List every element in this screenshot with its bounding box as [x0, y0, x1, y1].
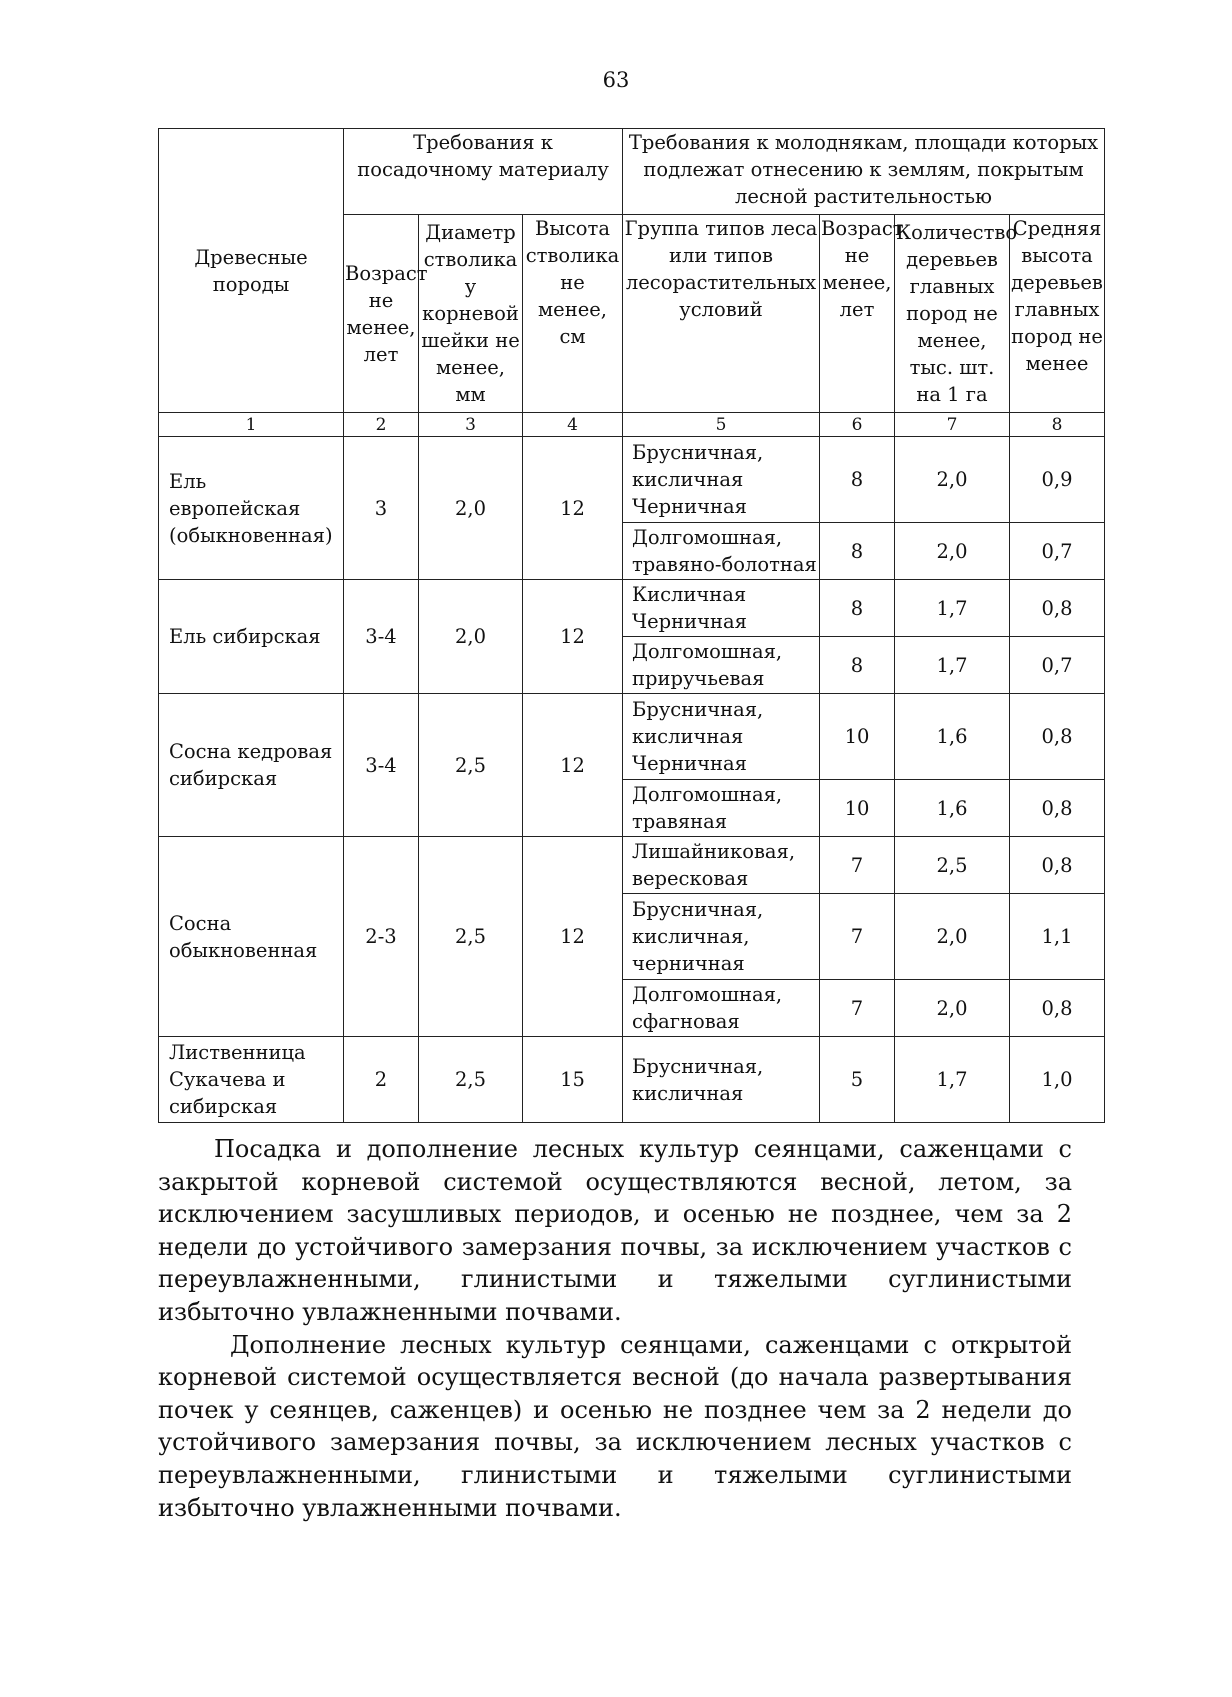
- young-age: 8: [820, 580, 895, 637]
- tree-count: 2,0: [895, 523, 1010, 580]
- young-age: 10: [820, 694, 895, 780]
- tree-count: 1,7: [895, 637, 1010, 694]
- species-name: Ель сибирская: [159, 580, 344, 694]
- header-height: Высота стволика не менее, см: [523, 215, 623, 413]
- table-row: [159, 694, 1105, 780]
- table-row: [159, 837, 1105, 894]
- species-height: 12: [523, 694, 623, 837]
- table-row: [159, 437, 1105, 523]
- species-diameter: 2,5: [419, 837, 523, 1037]
- col-number: 5: [623, 413, 820, 437]
- header-count: Количество деревьев главных пород не менее, тыс. шт. на 1 га: [895, 215, 1010, 413]
- col-number: 1: [159, 413, 344, 437]
- species-diameter: 2,0: [419, 580, 523, 694]
- paragraph: Дополнение лесных культур сеянцами, саженцами с открытой корневой системой осуществляется весной (до начала развертывания почек у сеянцев, саженцев) и осенью не позднее чем за 2 недели до устойчивого замерзания почвы, за исключением лесных участков с переувлажненными, глинистыми и тяжелыми суглинистыми избыточно увлажненными почвами.: [158, 1330, 1072, 1522]
- avg-height: 1,0: [1010, 1037, 1105, 1123]
- species-name: Сосна обыкновенная: [159, 837, 344, 1037]
- species-diameter: 2,0: [419, 437, 523, 580]
- species-height: 12: [523, 580, 623, 694]
- col-number: 4: [523, 413, 623, 437]
- species-diameter: 2,5: [419, 1037, 523, 1123]
- avg-height: 0,7: [1010, 523, 1105, 580]
- page-number: 63: [602, 68, 630, 92]
- tree-count: 1,6: [895, 694, 1010, 780]
- species-age: 3-4: [344, 694, 419, 837]
- avg-height: 0,8: [1010, 694, 1105, 780]
- col-number: 8: [1010, 413, 1105, 437]
- forest-group: Брусничная, кисличная, черничная: [623, 894, 820, 980]
- species-age: 2-3: [344, 837, 419, 1037]
- young-age: 7: [820, 894, 895, 980]
- avg-height: 0,9: [1010, 437, 1105, 523]
- header-group-planting: Требования к посадочному материалу: [344, 129, 623, 215]
- young-age: 7: [820, 837, 895, 894]
- species-height: 12: [523, 837, 623, 1037]
- young-age: 10: [820, 780, 895, 837]
- avg-height: 0,8: [1010, 780, 1105, 837]
- col-number: 7: [895, 413, 1010, 437]
- column-number-row: [159, 413, 1105, 437]
- young-age: 8: [820, 437, 895, 523]
- avg-height: 0,8: [1010, 580, 1105, 637]
- species-diameter: 2,5: [419, 694, 523, 837]
- forest-group: Брусничная, кисличная Черничная: [623, 437, 820, 523]
- tree-count: 1,7: [895, 1037, 1010, 1123]
- forest-group: Лишайниковая, вересковая: [623, 837, 820, 894]
- header-species: Древесные породы: [159, 129, 344, 413]
- tree-count: 2,0: [895, 980, 1010, 1037]
- species-height: 12: [523, 437, 623, 580]
- young-age: 5: [820, 1037, 895, 1123]
- tree-count: 2,0: [895, 894, 1010, 980]
- header-row-1: [159, 129, 1105, 215]
- forest-group: Долгомошная, травяная: [623, 780, 820, 837]
- col-number: 3: [419, 413, 523, 437]
- avg-height: 0,8: [1010, 980, 1105, 1037]
- table-row: [159, 580, 1105, 637]
- paragraph: Посадка и дополнение лесных культур сеянцами, саженцами с закрытой корневой системой осуществляются весной, летом, за исключением засушливых периодов, и осенью не позднее, чем за 2 недели до устойчивого замерзания почвы, за исключением участков с переувлажненными, глинистыми и тяжелыми суглинистыми избыточно увлажненными почвами.: [158, 1135, 1072, 1326]
- species-height: 15: [523, 1037, 623, 1123]
- table-body: [159, 129, 1105, 1123]
- header-group-young: Требования к молоднякам, площади которых подлежат отнесению к землям, покрытым лесной растительностью: [623, 129, 1105, 215]
- species-name: Ель европейская (обыкновенная): [159, 437, 344, 580]
- header-age2: Возраст не менее, лет: [820, 215, 895, 413]
- forest-group: Долгомошная, травяно-болотная: [623, 523, 820, 580]
- header-age: Возраст не менее, лет: [344, 215, 419, 413]
- forest-group: Брусничная, кисличная Черничная: [623, 694, 820, 780]
- avg-height: 0,7: [1010, 637, 1105, 694]
- forest-group: Кисличная Черничная: [623, 580, 820, 637]
- avg-height: 1,1: [1010, 894, 1105, 980]
- col-number: 6: [820, 413, 895, 437]
- avg-height: 0,8: [1010, 837, 1105, 894]
- header-forest-group: Группа типов леса или типов лесорастительных условий: [623, 215, 820, 413]
- species-age: 2: [344, 1037, 419, 1123]
- col-number: 2: [344, 413, 419, 437]
- forest-group: Брусничная, кисличная: [623, 1037, 820, 1123]
- species-name: Лиственница Сукачева и сибирская: [159, 1037, 344, 1123]
- tree-count: 1,6: [895, 780, 1010, 837]
- tree-count: 1,7: [895, 580, 1010, 637]
- requirements-table: [158, 128, 1105, 1123]
- young-age: 8: [820, 637, 895, 694]
- forest-group: Долгомошная, сфагновая: [623, 980, 820, 1037]
- species-age: 3-4: [344, 580, 419, 694]
- header-diameter: Диаметр стволика у корневой шейки не менее, мм: [419, 215, 523, 413]
- tree-count: 2,5: [895, 837, 1010, 894]
- young-age: 8: [820, 523, 895, 580]
- species-name: Сосна кедровая сибирская: [159, 694, 344, 837]
- body-text: [158, 1133, 1072, 1524]
- forest-group: Долгомошная, приручьевая: [623, 637, 820, 694]
- table-row: [159, 1037, 1105, 1123]
- header-avg-height: Средняя высота деревьев главных пород не менее: [1010, 215, 1105, 413]
- young-age: 7: [820, 980, 895, 1037]
- tree-count: 2,0: [895, 437, 1010, 523]
- species-age: 3: [344, 437, 419, 580]
